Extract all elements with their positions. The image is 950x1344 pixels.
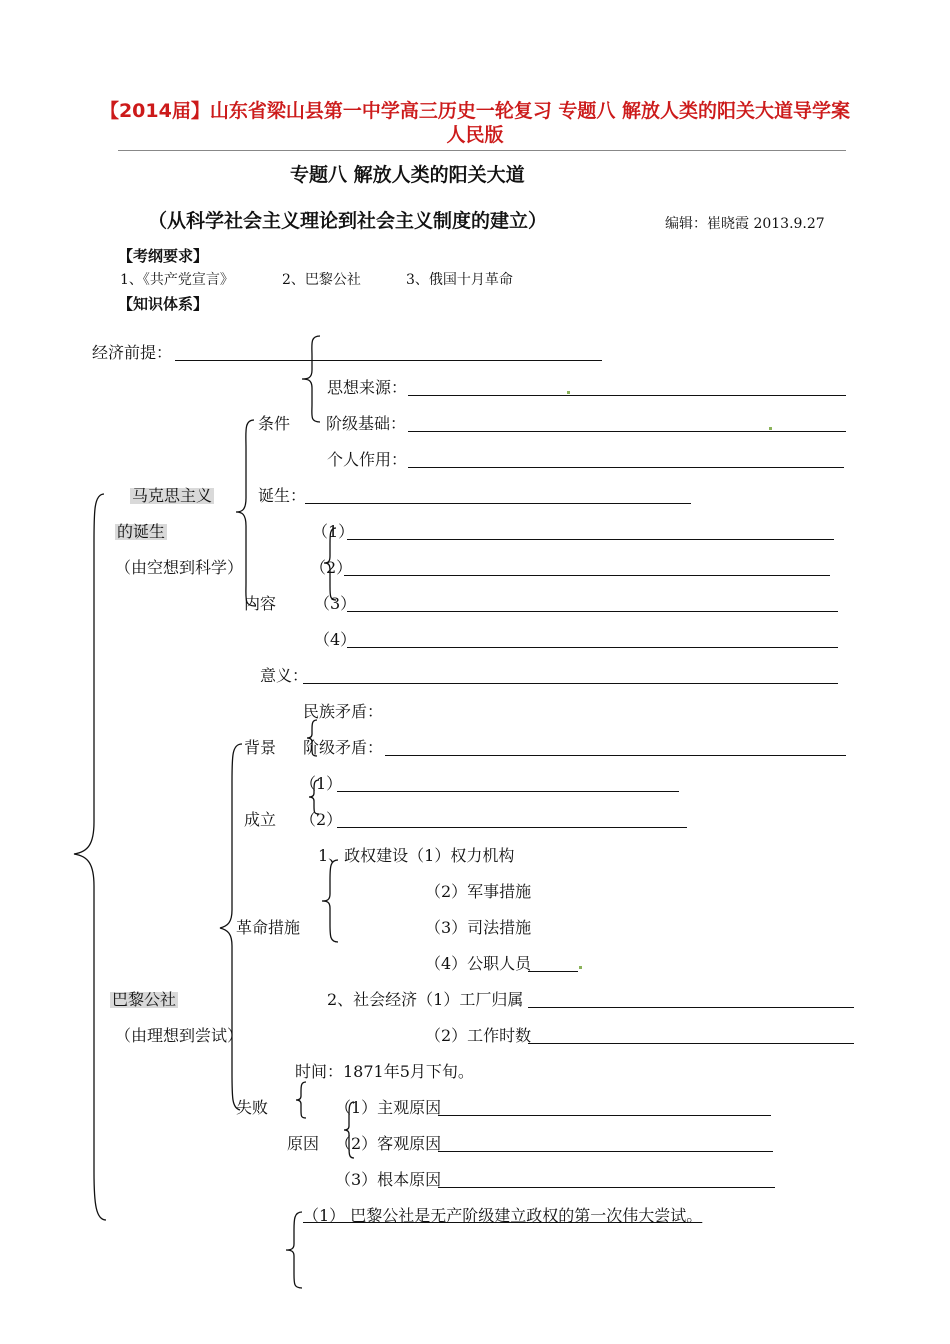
blank-line (305, 503, 691, 504)
thought-source-label: 思想来源： (327, 378, 408, 397)
political-measures: 1、政权建设（1）权力机构 (318, 846, 515, 865)
economic-measures: 2、社会经济（1）工厂归属 (327, 990, 524, 1009)
objective-reason: （2）客观原因 (335, 1134, 442, 1153)
blank-line (438, 1187, 775, 1188)
topic-title: 专题八 解放人类的阳关大道 (290, 164, 525, 186)
failure-time: 时间：1871年5月下旬。 (295, 1062, 474, 1081)
founding-label: 成立 (244, 810, 277, 829)
blank-line (337, 827, 687, 828)
content-label: 内容 (244, 594, 277, 613)
blank-line (337, 791, 679, 792)
revolution-measures-label: 革命措施 (236, 918, 301, 937)
brace (70, 492, 110, 1224)
public-officials: （4）公职人员 (425, 954, 532, 973)
exam-requirements-heading: 【考纲要求】 (118, 247, 209, 265)
knowledge-system-heading: 【知识体系】 (118, 295, 209, 313)
requirement-item: 1、《共产党宣言》 (120, 272, 234, 288)
blank-line (408, 395, 846, 396)
marxism-title-line3: （由空想到科学） (115, 558, 244, 577)
blank-line (438, 1151, 773, 1152)
reason-label: 原因 (287, 1134, 320, 1153)
blank-line (438, 1115, 771, 1116)
blank-line (347, 539, 834, 540)
brace (292, 1080, 310, 1120)
editor-info: 编辑：崔晓霞 2013.9.27 (665, 216, 825, 232)
blank-line (385, 755, 846, 756)
failure-label: 失败 (236, 1098, 269, 1117)
scan-dot (567, 391, 570, 394)
blank-line (408, 431, 846, 432)
significance-label: 意义： (260, 666, 309, 685)
scan-dot (579, 966, 582, 969)
requirement-item: 3、俄国十月革命 (406, 272, 513, 288)
blank-line (347, 647, 838, 648)
blank-line (528, 971, 578, 972)
class-conflict-label: 阶级矛盾： (303, 738, 384, 757)
background-label: 背景 (244, 738, 277, 757)
birth-label: 诞生： (258, 486, 307, 505)
founding-item: （2） (300, 810, 343, 829)
judicial-measures: （3）司法措施 (425, 918, 532, 937)
topic-subtitle: （从科学社会主义理论到社会主义制度的建立） (148, 210, 548, 232)
conditions-label: 条件 (258, 414, 291, 433)
class-basis-label: 阶级基础： (326, 414, 407, 433)
personal-role-label: 个人作用： (327, 450, 408, 469)
paris-significance-1: （1） 巴黎公社是无产阶级建立政权的第一次伟大尝试。 (303, 1206, 703, 1225)
paris-commune-subtitle: （由理想到尝试） (115, 1026, 244, 1045)
blank-line (408, 467, 844, 468)
scan-dot (769, 427, 772, 430)
subjective-reason: （1）主观原因 (335, 1098, 442, 1117)
economic-premise-label: 经济前提： (92, 343, 173, 362)
founding-item: （1） (300, 774, 343, 793)
blank-line (344, 575, 830, 576)
fundamental-reason: （3）根本原因 (335, 1170, 442, 1189)
brace (318, 858, 342, 944)
content-item: （2） (310, 558, 353, 577)
blank-line (347, 611, 838, 612)
brace (232, 418, 262, 608)
content-item: （4） (314, 630, 357, 649)
requirement-item: 2、巴黎公社 (282, 272, 361, 288)
document-title: 【2014届】山东省梁山县第一中学高三历史一轮复习 专题八 解放人类的阳关大道导学案 人民版 (99, 100, 851, 146)
military-measures: （2）军事措施 (425, 882, 532, 901)
title-divider (118, 150, 846, 151)
brace (298, 334, 328, 424)
content-item: （3） (314, 594, 357, 613)
marxism-title-line1: 马克思主义 (132, 486, 213, 505)
paris-commune-title: 巴黎公社 (112, 990, 177, 1009)
work-hours: （2）工作时数 (425, 1026, 532, 1045)
blank-line (528, 1007, 854, 1008)
content-item: （1） (312, 522, 355, 541)
blank-line (175, 360, 602, 361)
national-conflict-label: 民族矛盾： (303, 702, 384, 721)
marxism-title-line2: 的诞生 (117, 522, 166, 541)
blank-line (303, 683, 838, 684)
blank-line (528, 1043, 854, 1044)
